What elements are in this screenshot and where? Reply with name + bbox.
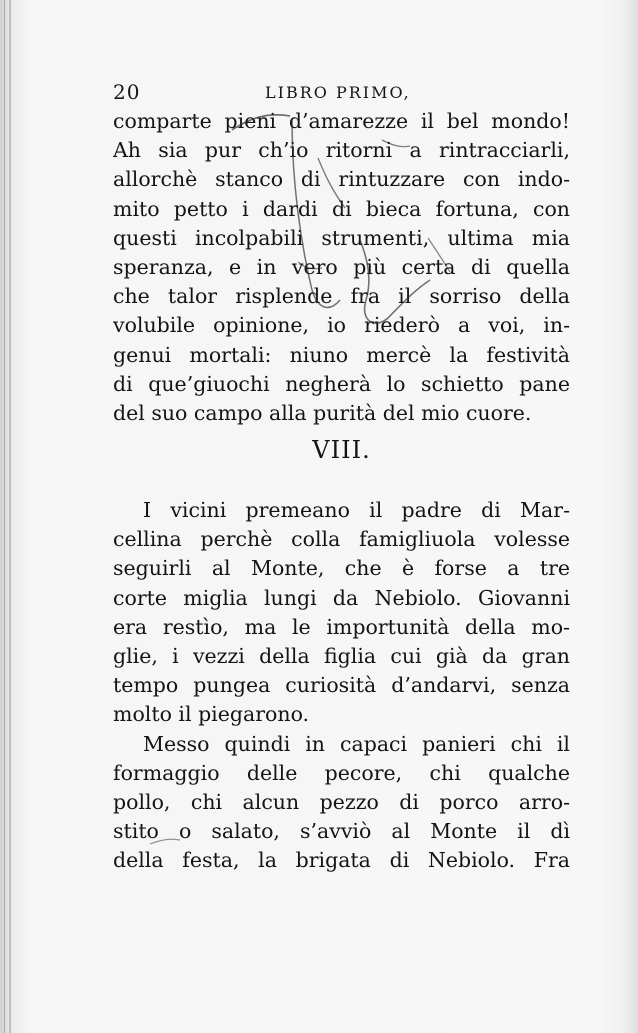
text-line: comparte pieni d’amarezze il bel mondo! bbox=[113, 109, 570, 133]
text-line: pollo, chi alcun pezzo di porco arro- bbox=[113, 789, 570, 814]
page-number: 20 bbox=[113, 80, 141, 104]
text-line: allorchè stanco di rintuzzare con indo- bbox=[113, 167, 570, 192]
chapter-heading: VIII. bbox=[312, 436, 371, 464]
text-line: genui mortali: niuno mercè la festività bbox=[113, 342, 570, 367]
text-line: di que’giuochi negherà lo schietto pane bbox=[113, 371, 570, 396]
text-line: corte miglia lungi da Nebiolo. Giovanni bbox=[113, 585, 570, 610]
text-line: era restìo, ma le importunità della mo- bbox=[113, 614, 570, 639]
text-line: mito petto i dardi di bieca fortuna, con bbox=[113, 196, 570, 221]
text-line: tempo pungea curiosità d’andarvi, senza bbox=[113, 673, 570, 698]
binding-gutter bbox=[9, 0, 11, 1033]
text-line: glie, i vezzi della figlia cui già da gran bbox=[113, 643, 570, 668]
text-line: del suo campo alla purità del mio cuore. bbox=[113, 400, 532, 425]
text-line: volubile opinione, io riederò a voi, in- bbox=[113, 313, 570, 338]
paragraph-2 bbox=[113, 496, 570, 875]
running-title: LIBRO PRIMO, bbox=[265, 83, 411, 102]
text-line: I vicini premeano il padre di Mar- bbox=[143, 498, 570, 522]
text-line: della festa, la brigata di Nebiolo. Fra bbox=[113, 848, 570, 873]
text-line: seguirli al Monte, che è forse a tre bbox=[113, 556, 570, 581]
text-line: questi incolpabili strumenti, ultima mia bbox=[113, 225, 570, 250]
binding-edge bbox=[4, 0, 5, 1033]
paragraph-1 bbox=[113, 107, 570, 428]
text-line: stito o salato, s’avviò al Monte il dì bbox=[113, 819, 570, 844]
text-line: speranza, e in vero più certa di quella bbox=[113, 254, 570, 279]
text-line: che talor risplende fra il sorriso della bbox=[113, 284, 570, 309]
text-line: Ah sia pur ch’io ritorni a rintracciarli, bbox=[113, 138, 570, 163]
text-line: Messo quindi in capaci panieri chi il bbox=[143, 731, 570, 756]
text-line: formaggio delle pecore, chi qualche bbox=[113, 760, 570, 785]
text-line: molto il piegarono. bbox=[113, 702, 310, 727]
text-line: cellina perchè colla famigliuola volesse bbox=[113, 527, 570, 552]
running-head bbox=[113, 80, 573, 110]
